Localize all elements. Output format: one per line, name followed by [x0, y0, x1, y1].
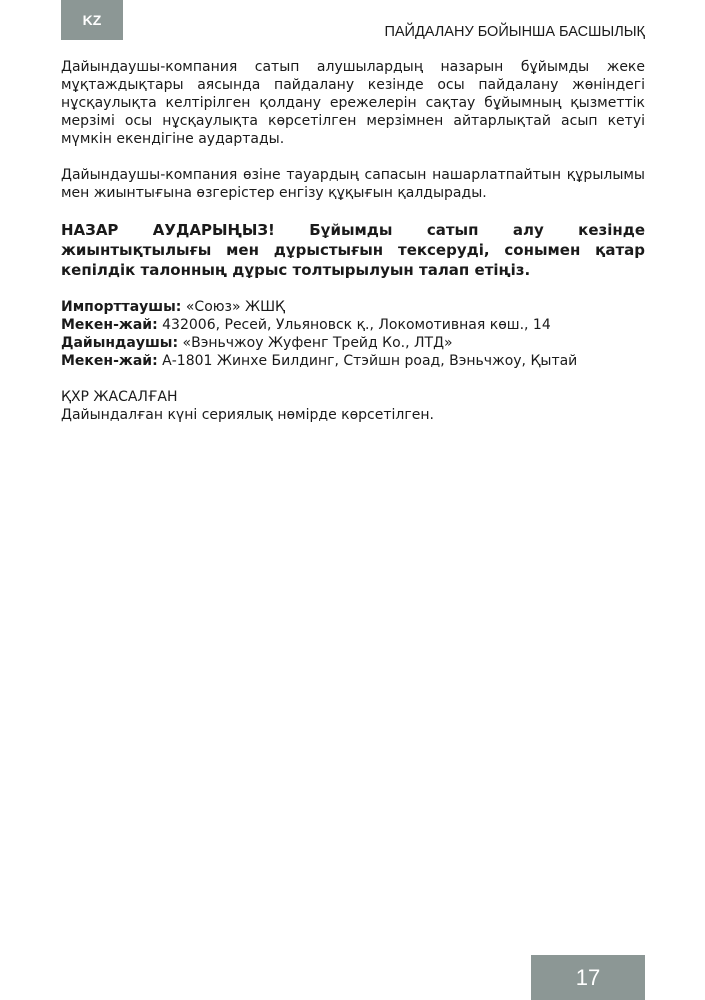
language-tab [61, 0, 123, 40]
importer-value: «Союз» ЖШҚ [181, 299, 285, 315]
modification-rights-paragraph: Дайындаушы-компания өзіне тауардың сапасын нашарлатпайтын құрылымы мен жиынтығына өзгерістер енгізу құқығын қалдырады. [61, 167, 645, 201]
manufacturer-address-value: А-1801 Жинхе Билдинг, Стэйшн роад, Вэньчжоу, Қытай [157, 353, 578, 369]
page-number: 17 [575, 964, 601, 990]
country-of-origin: ҚХР ЖАСАЛҒАН [61, 389, 178, 405]
importer-label: Импорттаушы: [61, 299, 182, 315]
manufacturer-address-line [61, 352, 645, 370]
manufacturer-label: Дайындаушы: [61, 335, 179, 351]
importer-line [61, 298, 645, 316]
manual-content [61, 58, 645, 424]
manufacturer-address-label: Мекен-жай: [61, 353, 158, 369]
importer-address-label: Мекен-жай: [61, 317, 158, 333]
attention-warning: НАЗАР АУДАРЫҢЫЗ! Бұйымды сатып алу кезінде жиынтықтылығы мен дұрыстығын тексеруді, сонымен қатар кепілдік талонның дұрыс толтырылуын талап етіңіз. [61, 221, 645, 279]
manufacture-date-note: Дайындалған күні сериялық нөмірде көрсетілген. [61, 407, 434, 423]
importer-address-line [61, 316, 645, 334]
language-code: KZ [82, 12, 102, 28]
page-number-box [531, 955, 645, 1000]
manufacturer-value: «Вэньчжоу Жуфенг Трейд Ко., ЛТД» [178, 335, 453, 351]
page-header-title: ПАЙДАЛАНУ БОЙЫНША БАСШЫЛЫҚ [384, 24, 645, 40]
manufacturer-line [61, 334, 645, 352]
manufacturer-notice-paragraph: Дайындаушы-компания сатып алушылардың назарын бұйымды жеке мұқтаждықтары аясында пайдалану кезінде осы пайдалану жөніндегі нұсқаулықта келтірілген қолдану ережелерін сақтау бұйымның қызметтік мерзімі осы нұсқаулықта көрсетілген мерзімнен айтарлықтай асып кетуі мүмкін екендігіне аудартады. [61, 59, 645, 147]
importer-address-value: 432006, Ресей, Ульяновск қ., Локомотивная көш., 14 [157, 317, 551, 333]
